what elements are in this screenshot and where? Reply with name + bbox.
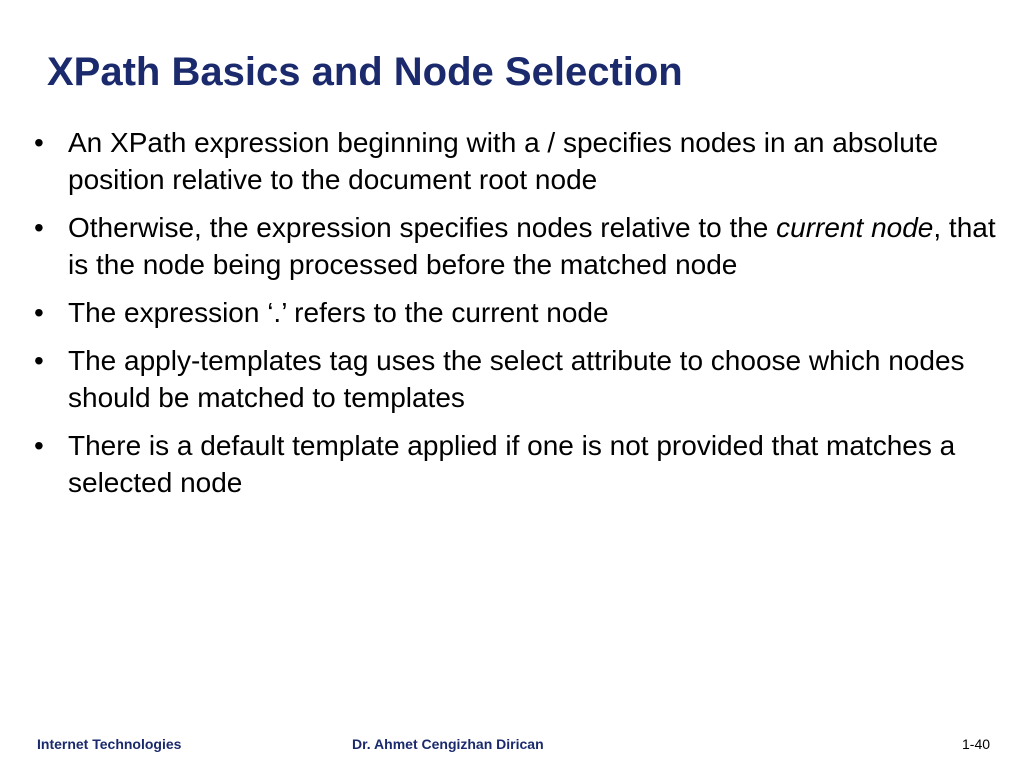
bullet-item [30,427,1000,501]
bullet-dot-icon: • [34,430,44,461]
bullet-item [30,294,1000,331]
bullet-dot-icon: • [34,127,44,158]
bullet-list [30,124,1000,512]
bullet-text: , that is the node being processed before the matched node [68,212,996,280]
bullet-dot-icon: • [34,212,44,243]
bullet-text: An XPath expression beginning with a / specifies nodes in an absolute position relative to the document root node [68,127,939,195]
bullet-text: The expression ‘.’ refers to the current node [68,297,609,328]
footer-course: Internet Technologies [37,736,182,752]
bullet-dot-icon: • [34,345,44,376]
bullet-item [30,209,1000,283]
footer-page-number: 1-40 [962,736,991,752]
bullet-text: There is a default template applied if one is not provided that matches a selected node [68,430,956,498]
bullet-text: The apply-templates tag uses the select attribute to choose which nodes should be matched to templates [68,345,965,413]
bullet-dot-icon: • [34,297,44,328]
bullet-item [30,342,1000,416]
footer-author: Dr. Ahmet Cengizhan Dirican [352,736,544,752]
bullet-text: Otherwise, the expression specifies nodes relative to the [68,212,777,243]
bullet-item [30,124,1000,198]
slide-title: XPath Basics and Node Selection [47,50,683,94]
bullet-emphasis: current node [776,212,934,243]
